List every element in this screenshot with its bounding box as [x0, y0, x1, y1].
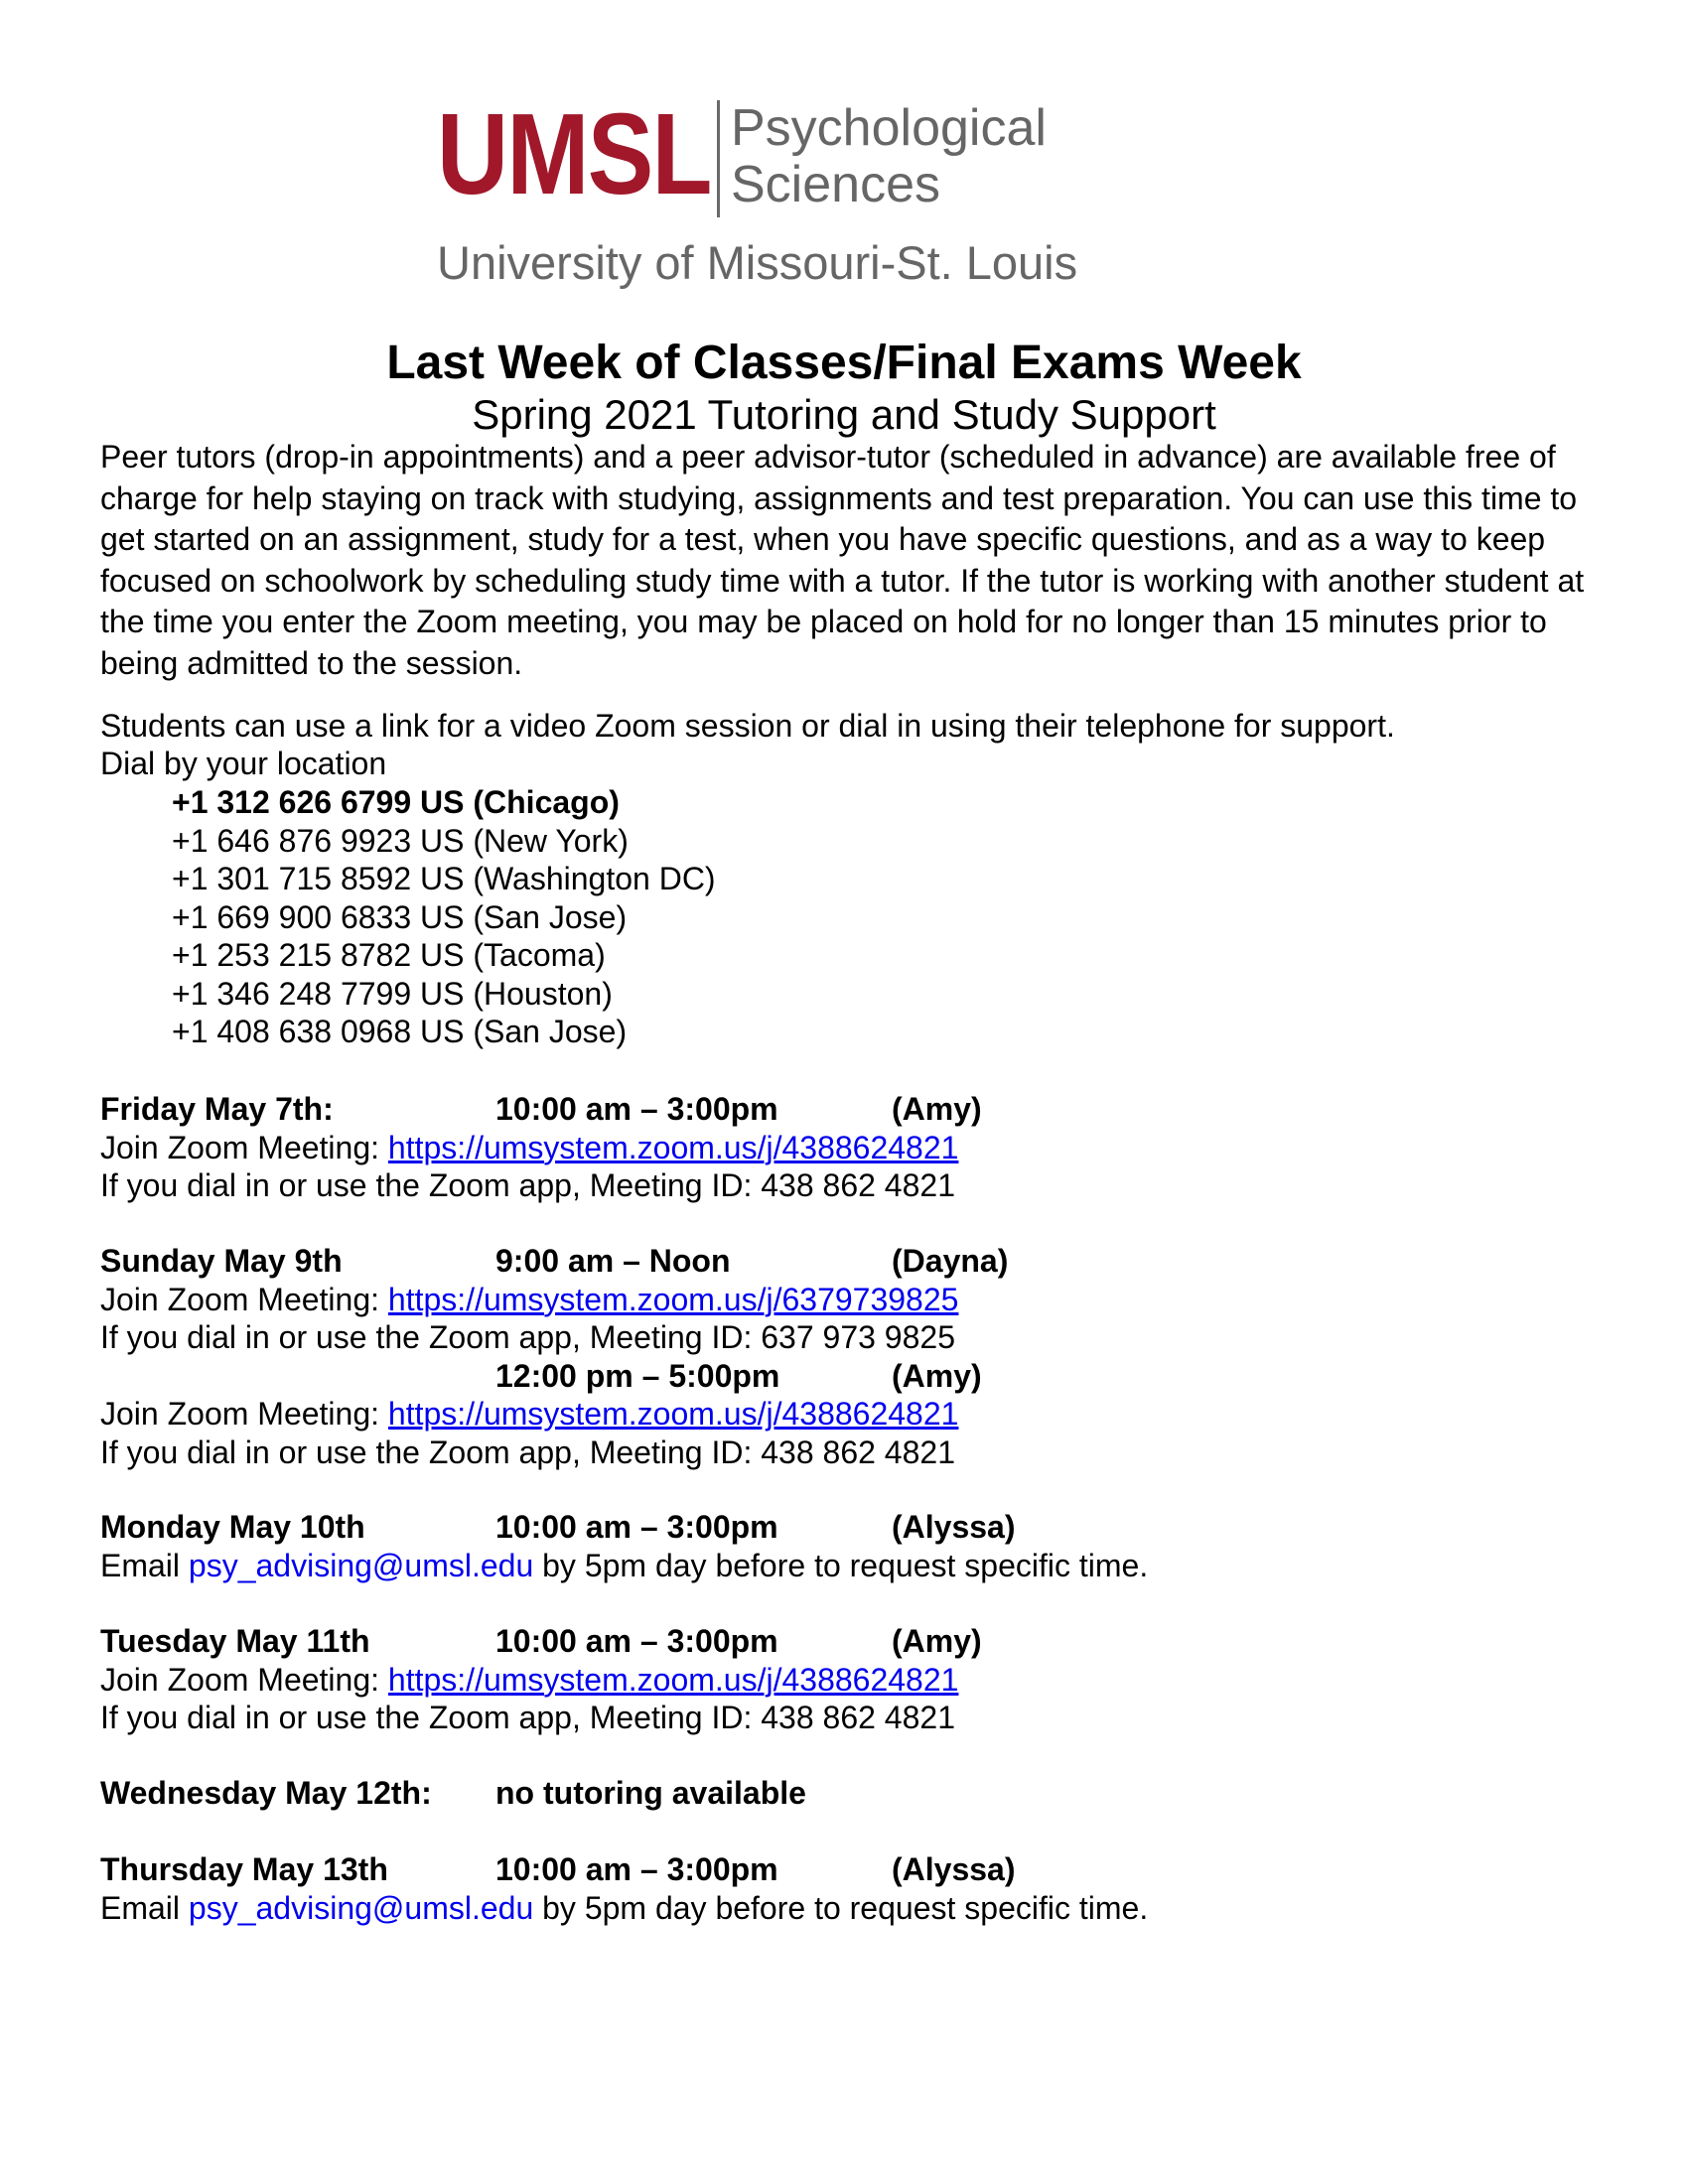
schedule-time: 10:00 am – 3:00pm [495, 1091, 778, 1127]
zoom-meeting-link[interactable]: https://umsystem.zoom.us/j/4388624821 [387, 1661, 959, 1698]
phone-number: +1 346 248 7799 US (Houston) [172, 975, 613, 1012]
email-prefix: Email [100, 1547, 189, 1583]
meeting-id-label: If you dial in or use the Zoom app, Meeting ID: [100, 1700, 762, 1735]
schedule-header [100, 1622, 1590, 1661]
advising-email-link[interactable]: psy_advising@umsl.edu [188, 1547, 534, 1583]
schedule-tutor: (Alyssa) [892, 1509, 1016, 1545]
schedule-day: Monday May 10th [100, 1509, 365, 1545]
schedule-time: 9:00 am – Noon [495, 1243, 731, 1279]
schedule-day: Tuesday May 11th [100, 1623, 370, 1659]
schedule-time: 10:00 am – 3:00pm [495, 1509, 778, 1545]
schedule-thursday [100, 1850, 1590, 1927]
schedule-note: no tutoring available [495, 1775, 806, 1811]
zoom-join-line [100, 1661, 1590, 1700]
meeting-id-label: If you dial in or use the Zoom app, Meeting ID: [100, 1319, 762, 1355]
phone-number: +1 646 876 9923 US (New York) [172, 822, 629, 859]
schedule-tutor: (Amy) [892, 1091, 982, 1127]
schedule-wednesday [100, 1774, 1590, 1813]
schedule-friday [100, 1090, 1590, 1205]
page-subtitle: Spring 2021 Tutoring and Study Support [472, 391, 1216, 438]
schedule-header [100, 1508, 1590, 1547]
phone-number: +1 253 215 8782 US (Tacoma) [172, 937, 606, 973]
schedule-tutor: (Dayna) [892, 1243, 1009, 1279]
logo-department [731, 100, 1047, 213]
schedule-day: Sunday May 9th [100, 1243, 343, 1279]
meeting-id: 637 973 9825 [761, 1319, 955, 1355]
zoom-meeting-link[interactable]: https://umsystem.zoom.us/j/4388624821 [387, 1396, 959, 1432]
dial-intro [100, 707, 1629, 782]
meeting-id-label: If you dial in or use the Zoom app, Meeting ID: [100, 1433, 762, 1470]
page-title: Last Week of Classes/Final Exams Week [386, 337, 1302, 389]
intro-paragraph: Peer tutors (drop-in appointments) and a peer advisor-tutor (scheduled in advance) are available free of charge for help staying on track with studying, assignments and test preparation. You can use this time to get started on an assignment, study for a test, when you have specific questions, and as a way to keep focused on schoolwork by scheduling study time with a tutor. If the tutor is working with another student at the time you enter the Zoom meeting, you may be placed on hold for no longer than 15 minutes prior to being admitted to the session. [100, 439, 1585, 681]
schedule-header [100, 1090, 1590, 1129]
meeting-id-line [100, 1318, 1590, 1357]
email-suffix: by 5pm day before to request specific time. [533, 1547, 1149, 1583]
schedule-tuesday [100, 1622, 1590, 1737]
logo-brand: UMSL [437, 89, 711, 218]
schedule-time: 10:00 am – 3:00pm [495, 1623, 778, 1659]
meeting-id-line [100, 1433, 1590, 1472]
dial-intro-line2: Dial by your location [100, 746, 387, 781]
meeting-id: 438 862 4821 [761, 1433, 955, 1470]
logo-dept-line1: Psychological [731, 99, 1047, 157]
zoom-join-line [100, 1129, 1590, 1167]
schedule-header [100, 1850, 1590, 1889]
schedule-header [100, 1242, 1590, 1281]
zoom-join-line [100, 1281, 1590, 1319]
phone-number: +1 408 638 0968 US (San Jose) [172, 1014, 628, 1049]
schedule-tutor: (Amy) [892, 1357, 982, 1394]
zoom-join-label: Join Zoom Meeting: [100, 1661, 388, 1698]
email-suffix: by 5pm day before to request specific time. [533, 1889, 1149, 1926]
schedule-day: Thursday May 13th [100, 1851, 388, 1887]
email-line [100, 1547, 1590, 1585]
schedule-time: 12:00 pm – 5:00pm [495, 1357, 780, 1394]
zoom-join-label: Join Zoom Meeting: [100, 1396, 388, 1432]
phone-number: +1 312 626 6799 US (Chicago) [172, 784, 620, 820]
advising-email-link[interactable]: psy_advising@umsl.edu [188, 1889, 534, 1926]
meeting-id: 438 862 4821 [761, 1700, 955, 1735]
schedule-day: Friday May 7th: [100, 1091, 334, 1127]
zoom-join-line [100, 1395, 1590, 1433]
email-prefix: Email [100, 1889, 189, 1926]
meeting-id-line [100, 1699, 1590, 1737]
phone-number: +1 301 715 8592 US (Washington DC) [172, 861, 716, 896]
meeting-id-line [100, 1166, 1590, 1205]
logo-divider [717, 100, 720, 217]
schedule-day: Wednesday May 12th: [100, 1775, 432, 1811]
phone-number: +1 669 900 6833 US (San Jose) [172, 898, 628, 935]
schedule-sunday [100, 1242, 1590, 1471]
zoom-meeting-link[interactable]: https://umsystem.zoom.us/j/4388624821 [387, 1129, 959, 1165]
email-line [100, 1889, 1590, 1928]
schedule-time: 10:00 am – 3:00pm [495, 1851, 778, 1887]
logo-university: University of Missouri-St. Louis [437, 236, 1078, 289]
zoom-join-label: Join Zoom Meeting: [100, 1281, 388, 1317]
logo-dept-line2: Sciences [731, 156, 940, 214]
schedule-tutor: (Amy) [892, 1623, 982, 1659]
umsl-logo [437, 89, 1078, 293]
schedule-tutor: (Alyssa) [892, 1851, 1016, 1887]
zoom-meeting-link[interactable]: https://umsystem.zoom.us/j/6379739825 [387, 1281, 959, 1317]
schedule-monday [100, 1508, 1590, 1584]
meeting-id-label: If you dial in or use the Zoom app, Meeting ID: [100, 1167, 762, 1203]
schedule-header [100, 1774, 1590, 1813]
meeting-id: 438 862 4821 [761, 1167, 955, 1203]
schedule-header-second-slot [100, 1357, 1590, 1396]
phone-list [172, 783, 716, 1051]
zoom-join-label: Join Zoom Meeting: [100, 1129, 388, 1165]
dial-intro-line1: Students can use a link for a video Zoom session or dial in using their telephone for support. [100, 708, 1395, 744]
